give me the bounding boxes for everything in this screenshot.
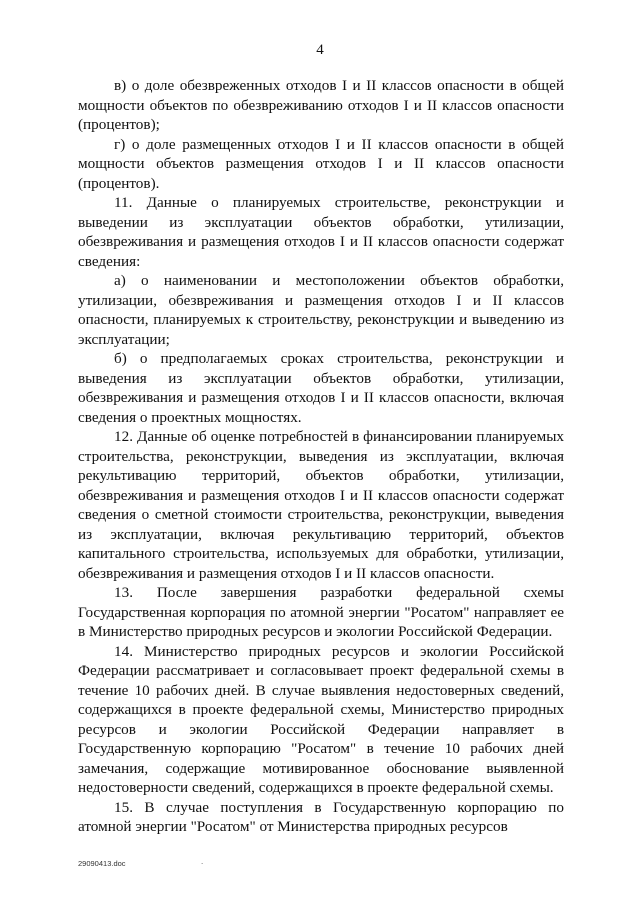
document-body: [78, 76, 564, 837]
paragraph-11: 11. Данные о планируемых строительстве, реконструкции и выведении из эксплуатации объектов обработки, утилизации, обезвреживания и размещения отходов I и II классов опасности содержат сведения:: [78, 194, 564, 270]
paragraph-12: 12. Данные об оценке потребностей в финансировании планируемых строительства, реконструкции, выведения из эксплуатации, включая рекультивацию территорий, объектов обработки, утилизации, обезвреживания и размещения отходов I и II классов опасности содержат сведения о сметной стоимости строительства, реконструкции, выведения из эксплуатации, включая рекультивацию территорий, объектов капитального строительства, используемых для обработки, утилизации, обезвреживания и размещения отходов I и II классов опасности.: [78, 428, 564, 582]
paragraph-13: 13. После завершения разработки федеральной схемы Государственная корпорация по атомной энергии "Росатом" направляет ее в Министерство природных ресурсов и экологии Российской Федерации.: [78, 584, 564, 640]
paragraph-3v: в) о доле обезвреженных отходов I и II классов опасности в общей мощности объектов по обезвреживанию отходов I и II классов опасности (процентов);: [78, 77, 564, 133]
paragraph-3g: г) о доле размещенных отходов I и II классов опасности в общей мощности объектов размещения отходов I и II классов опасности (процентов).: [78, 135, 564, 192]
footer-filename: 29090413.doc: [78, 859, 126, 868]
paragraph-11a: а) о наименовании и местоположении объектов обработки, утилизации, обезвреживания и размещения отходов I и II классов опасности, планируемых к строительству, реконструкции и выведению из эксплуатации;: [78, 272, 564, 348]
footer-mark: .: [201, 857, 204, 866]
paragraph-15: 15. В случае поступления в Государственную корпорацию по атомной энергии "Росатом" от Министерства природных ресурсов: [78, 798, 564, 835]
paragraph-14: 14. Министерство природных ресурсов и экологии Российской Федерации рассматривает и согласовывает проект федеральной схемы в течение 10 рабочих дней. В случае выявления недостоверных сведений, содержащихся в проекте федеральной схемы, Министерство природных ресурсов и экологии Российской Федерации направляет в Государственную корпорацию "Росатом" в течение 10 рабочих дней замечания, содержащие мотивированное обоснование выявленной недостоверности сведений, содержащихся в проекте федеральной схемы.: [78, 642, 564, 796]
page-number: 4: [316, 42, 324, 58]
paragraph-11b: б) о предполагаемых сроках строительства, реконструкции и выведения из эксплуатации объектов обработки, утилизации, обезвреживания и размещения отходов I и II классов опасности, включая сведения о проектных мощностях.: [78, 350, 564, 426]
